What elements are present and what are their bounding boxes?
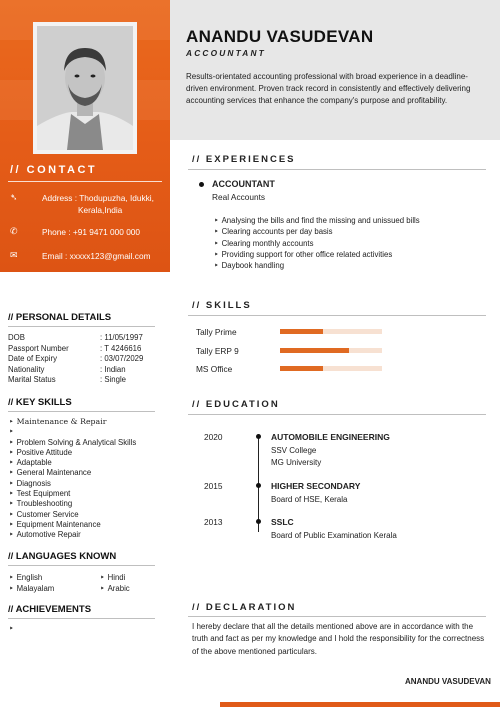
languages-heading: // LANGUAGES KNOWN	[8, 551, 117, 562]
phone-text: Phone : +91 9471 000 000	[42, 227, 141, 237]
contact-email	[10, 250, 150, 262]
detail-value: : Single	[100, 375, 127, 384]
location-pin-icon: ➴	[10, 192, 18, 202]
table-row	[8, 365, 170, 376]
job-title: ACCOUNTANT	[212, 179, 275, 189]
duty-list	[214, 215, 420, 271]
list-item: ‣ Clearing accounts per day basis	[214, 226, 420, 237]
detail-value: : T 4246616	[100, 343, 142, 353]
table-row	[8, 344, 170, 355]
list-item	[9, 427, 136, 437]
email-icon: ✉	[10, 250, 18, 260]
contact-heading: // CONTACT	[10, 164, 98, 176]
detail-key: Date of Expiry	[8, 354, 57, 363]
list-item: ‣ Diagnosis	[9, 479, 136, 489]
detail-value: : Indian	[100, 364, 126, 374]
divider	[188, 169, 486, 170]
detail-key: Passport Number	[8, 343, 69, 353]
education-heading: // EDUCATION	[192, 399, 280, 410]
list-item: ‣ Customer Service	[9, 510, 136, 520]
contact-phone	[10, 226, 140, 238]
signature-name: ANANDU VASUDEVAN	[405, 677, 491, 686]
list-item: ‣ Positive Attitude	[9, 448, 136, 458]
achievement-bullet: ‣	[9, 624, 14, 633]
address-line-2: Kerala,India	[78, 205, 123, 215]
skill-label: MS Office	[196, 364, 233, 374]
list-item: ‣ General Maintenance	[9, 468, 136, 478]
detail-key: DOB	[8, 333, 25, 342]
edu-line1: Board of Public Examination Kerala	[271, 531, 397, 540]
profile-summary: Results-orientated accounting professional with broad experience in a deadline-driven environment. Proven track record in consistently and effectively delivering accounting services that enhance the company's purpose and profitability.	[186, 72, 471, 105]
divider	[8, 326, 155, 327]
edu-title: AUTOMOBILE ENGINEERING	[271, 432, 390, 442]
table-row	[8, 333, 170, 344]
list-item: ‣ English	[9, 573, 54, 584]
personal-details-table	[8, 333, 170, 386]
detail-key: Nationality	[8, 364, 45, 374]
skill-bar	[280, 348, 382, 353]
declaration-heading: // DECLARATION	[192, 602, 297, 613]
list-item: ‣ Arabic	[100, 584, 130, 595]
skill-label: Tally Prime	[196, 327, 237, 337]
edu-year: 2015	[204, 481, 223, 491]
list-item: ‣ Test Equipment	[9, 489, 136, 499]
bullet-dot	[199, 182, 204, 187]
skills-heading: // SKILLS	[192, 300, 252, 311]
edu-line1: SSV College	[271, 446, 317, 455]
divider	[188, 315, 486, 316]
skill-bar-fill	[280, 348, 349, 353]
list-item: ‣ Automotive Repair	[9, 530, 136, 540]
divider	[188, 616, 486, 617]
divider	[8, 565, 155, 566]
edu-year: 2020	[204, 432, 223, 442]
list-item: ‣ Hindi	[100, 573, 130, 584]
list-item: ‣ Problem Solving & Analytical Skills	[9, 438, 136, 448]
edu-title: HIGHER SECONDARY	[271, 481, 361, 491]
edu-line1: Board of HSE, Kerala	[271, 495, 348, 504]
divider	[8, 411, 155, 412]
list-item: ‣ Analysing the bills and find the missing and unissued bills	[214, 215, 420, 226]
languages-column-2	[100, 573, 130, 594]
key-skills-heading: // KEY SKILLS	[8, 397, 72, 408]
skill-bar-fill	[280, 329, 323, 334]
divider	[8, 618, 155, 619]
achievements-heading: // ACHIEVEMENTS	[8, 604, 92, 615]
languages-column-1	[9, 573, 54, 594]
skill-label: Tally ERP 9	[196, 346, 239, 356]
profile-photo	[33, 22, 137, 154]
timeline-dot	[256, 434, 261, 439]
skill-bar	[280, 329, 382, 334]
list-item: ‣ Equipment Maintenance	[9, 520, 136, 530]
divider	[188, 414, 486, 415]
list-item: ‣ Maintenance & Repair	[9, 417, 136, 427]
list-item: ‣ Providing support for other office related activities	[214, 249, 420, 260]
detail-value: : 11/05/1997	[100, 333, 143, 342]
experience-heading: // EXPERIENCES	[192, 154, 296, 165]
skill-bar	[280, 366, 382, 371]
contact-address	[10, 192, 154, 216]
list-item: ‣ Troubleshooting	[9, 499, 136, 509]
table-row	[8, 354, 170, 365]
timeline-dot	[256, 483, 261, 488]
detail-value: : 03/07/2029	[100, 354, 144, 363]
list-item: ‣ Malayalam	[9, 584, 54, 595]
profile-photo-image	[37, 26, 133, 150]
footer-accent-bar	[220, 702, 500, 707]
edu-line2: MG University	[271, 458, 322, 467]
address-line-1: Address : Thodupuzha, Idukki,	[42, 193, 154, 203]
declaration-text: I hereby declare that all the details mentioned above are in accordance with the truth and fact as per my knowledge and I hold the responsibility for the correctness of the above mentioned particulars.	[192, 622, 485, 656]
portrait-illustration	[37, 26, 133, 150]
job-company: Real Accounts	[212, 192, 266, 202]
list-item: ‣ Adaptable	[9, 458, 136, 468]
edu-title: SSLC	[271, 517, 294, 527]
list-item: ‣ Clearing monthly accounts	[214, 238, 420, 249]
personal-details-heading: // PERSONAL DETAILS	[8, 312, 112, 323]
table-row	[8, 375, 170, 386]
header-background	[170, 0, 500, 140]
timeline-dot	[256, 519, 261, 524]
key-skills-list	[9, 417, 136, 541]
email-text: Email : xxxxx123@gmail.com	[42, 251, 151, 261]
candidate-name: ANANDU VASUDEVAN	[186, 27, 374, 46]
candidate-role: ACCOUNTANT	[186, 48, 266, 58]
skill-bar-fill	[280, 366, 323, 371]
detail-key: Marital Status	[8, 375, 56, 384]
edu-year: 2013	[204, 517, 223, 527]
phone-icon: ✆	[10, 226, 18, 236]
divider	[8, 181, 162, 182]
list-item: ‣ Daybook handling	[214, 260, 420, 271]
